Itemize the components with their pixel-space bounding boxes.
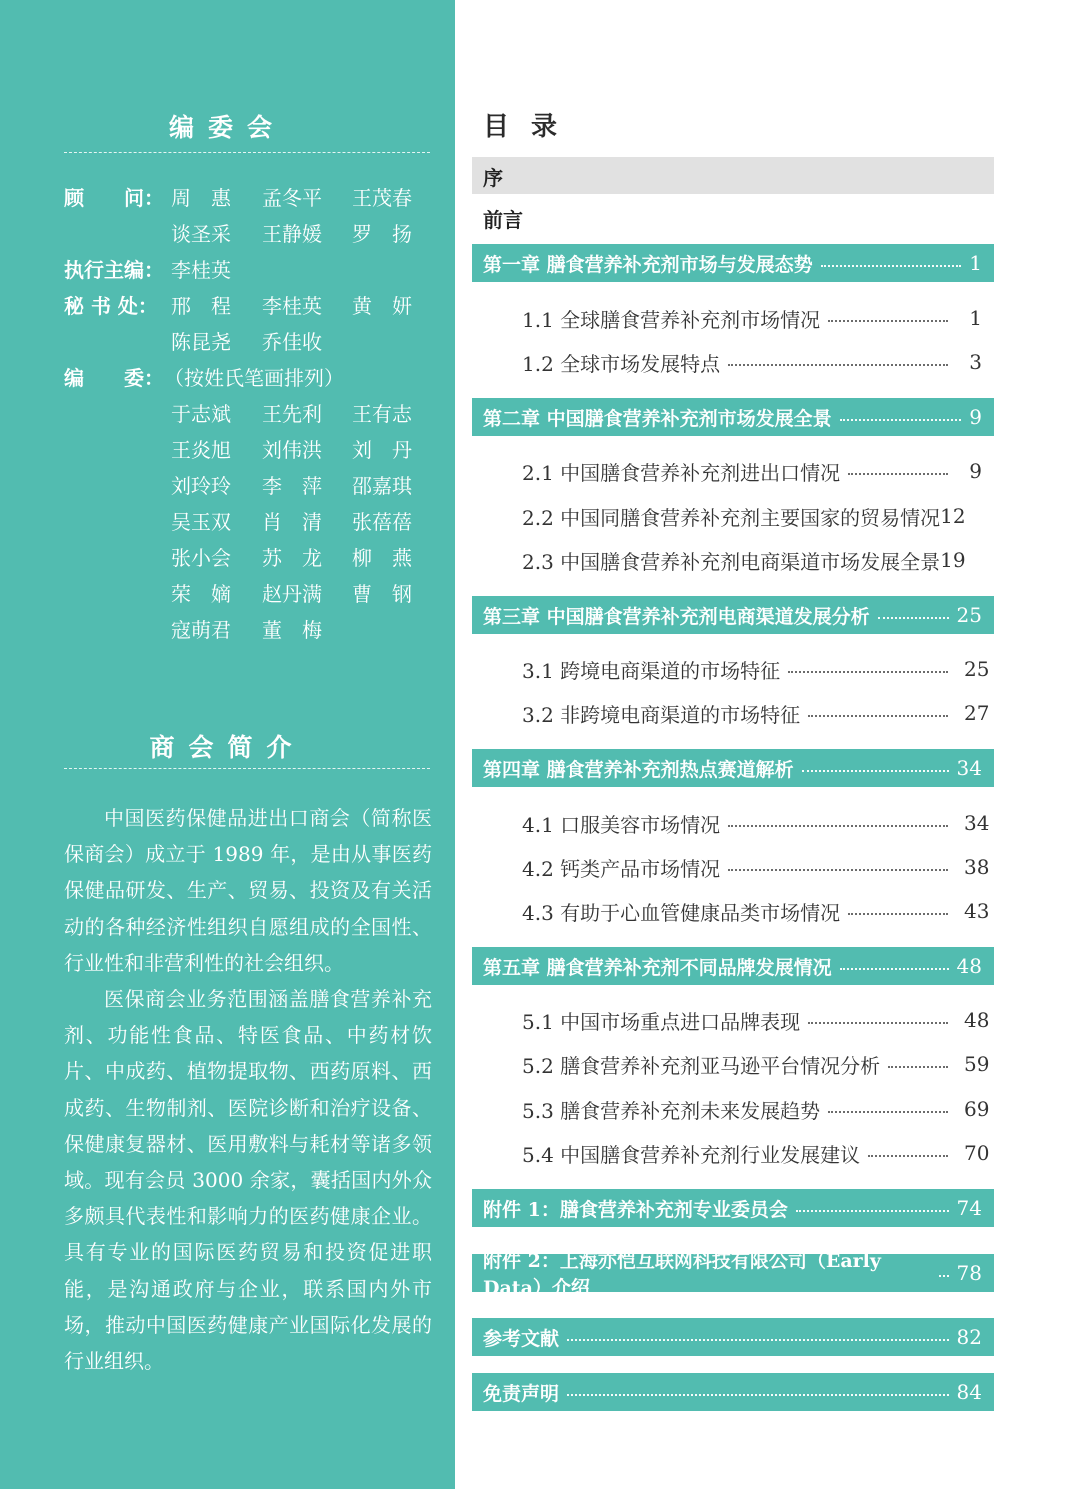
section-label: 4.3 有助于心血管健康品类市场情况 [522,900,841,925]
leader-dots [888,1066,948,1068]
leader-dots [868,1155,948,1157]
leader-dots [728,869,948,871]
section-label: 2.2 中国同膳食营养补充剂主要国家的贸易情况 [522,505,941,530]
leader-dots [808,715,948,717]
leader-dots [939,1275,949,1277]
chapter-page: 9 [969,405,982,429]
chapter-page: 25 [956,603,982,627]
section-label: 5.1 中国市场重点进口品牌表现 [522,1009,801,1034]
leader-dots [848,913,948,915]
section-page: 1 [969,306,982,330]
toc-section-4-1[interactable] [522,807,990,839]
member-name: 肖 清 [262,510,322,534]
advisor-name: 谈圣采 [171,222,231,246]
leader-dots [567,1339,949,1341]
member-name: 吴玉双 [171,510,231,534]
toc-section-5-4[interactable] [522,1137,990,1169]
advisor-name: 周 惠 [171,186,231,210]
secretariat-name: 李桂英 [262,294,322,318]
chapter-page: 82 [956,1325,982,1349]
leader-dots [788,671,948,673]
chapter-page: 78 [956,1261,982,1285]
member-name: 张小会 [171,546,231,570]
intro-paragraph: 医保商会业务范围涵盖膳食营养补充剂、功能性食品、特医食品、中药材饮片、中成药、植物提取物、西药原料、西成药、生物制剂、医院诊断和治疗设备、保健康复器材、医用敷料与耗材等诸多领域。现有会员 3000 余家，囊括国内外众多颇具代表性和影响力的医药健康企业。具有专业的国际医药贸易和投资促进职能，是沟通政府与企业，联系国内外市场，推动中国医药健康产业国际化发展的行业组织。 [64,987,432,1374]
member-name: 寇萌君 [171,618,231,642]
toc-chapter-3[interactable] [472,596,994,634]
member-name: 荣 嫡 [171,582,231,606]
toc-section-2-2[interactable] [522,500,982,532]
section-label: 4.1 口服美容市场情况 [522,812,721,837]
member-name: 刘 丹 [352,438,412,462]
member-name: 曹 钢 [352,582,412,606]
toc-chapter-2[interactable] [472,398,994,436]
secretariat-name: 乔佳收 [262,330,322,354]
exec-editor-label: 执行主编： [64,258,164,282]
leader-dots [808,1022,948,1024]
secretariat-name: 邢 程 [171,294,231,318]
toc-section-4-3[interactable] [522,895,990,927]
leader-dots [840,419,962,421]
chapter-label: 第四章 膳食营养补充剂热点赛道解析 [483,758,794,781]
members-note: （按姓氏笔画排列） [164,366,344,390]
section-page: 27 [964,701,990,725]
chapter-page: 74 [956,1196,982,1220]
toc-chapter-1[interactable] [472,244,994,282]
section-label: 1.1 全球膳食营养补充剂市场情况 [522,307,821,332]
secretariat-name: 陈昆尧 [171,330,231,354]
toc-disclaimer[interactable] [472,1373,994,1411]
toc-section-2-1[interactable] [522,455,982,487]
member-name: 刘玲玲 [171,474,231,498]
intro-paragraph: 中国医药保健品进出口商会（简称医保商会）成立于 1989 年，是由从事医药保健品研发、生产、贸易、投资及有关活动的各种经济性组织自愿组成的全国性、行业性和非营利性的社会组织。 [64,806,432,975]
member-name: 刘伟洪 [262,438,322,462]
chapter-label: 参考文献 [483,1327,560,1350]
leader-dots [728,364,948,366]
leader-dots [828,320,948,322]
section-label: 5.4 中国膳食营养补充剂行业发展建议 [522,1142,861,1167]
toc-chapter-4[interactable] [472,749,994,787]
leader-dots [840,968,949,970]
section-page: 48 [964,1008,990,1032]
members-label: 编 委： [64,366,164,390]
chapter-label: 第一章 膳食营养补充剂市场与发展态势 [483,253,813,276]
toc-references[interactable] [472,1318,994,1356]
leader-dots [828,1111,948,1113]
section-label: 4.2 钙类产品市场情况 [522,856,721,881]
chapter-label: 第二章 中国膳食营养补充剂市场发展全景 [483,407,832,430]
toc-section-1-2[interactable] [522,346,982,378]
leader-dots [728,825,948,827]
toc-preface[interactable]: 序 [483,166,503,190]
section-label: 3.1 跨境电商渠道的市场特征 [522,658,781,683]
section-page: 19 [940,548,966,572]
advisor-name: 孟冬平 [262,186,322,210]
section-page: 43 [964,899,990,923]
exec-editor-name: 李桂英 [171,258,231,282]
toc-section-4-2[interactable] [522,851,990,883]
left-panel [0,0,455,1489]
toc-title: 目录 [483,112,580,142]
leader-dots [796,1210,949,1212]
secretariat-name: 黄 妍 [352,294,412,318]
member-name: 李 萍 [262,474,322,498]
leader-dots [878,617,949,619]
member-name: 董 梅 [262,618,322,642]
secretariat-label: 秘 书 处： [64,294,158,318]
toc-chapter-5[interactable] [472,947,994,985]
member-name: 张蓓蓓 [352,510,412,534]
section-page: 59 [964,1052,990,1076]
section-page: 34 [964,811,990,835]
section-label: 2.1 中国膳食营养补充剂进出口情况 [522,460,841,485]
member-name: 邵嘉琪 [352,474,412,498]
chapter-label: 第三章 中国膳食营养补充剂电商渠道发展分析 [483,605,870,628]
toc-foreword[interactable]: 前言 [483,208,523,232]
section-page: 3 [969,350,982,374]
toc-section-3-1[interactable] [522,653,990,685]
chapter-page: 34 [956,756,982,780]
section-label: 5.2 膳食营养补充剂亚马逊平台情况分析 [522,1053,881,1078]
member-name: 王有志 [352,402,412,426]
editorial-board-title: 编委会 [168,113,286,142]
section-page: 25 [964,657,990,681]
toc-preface-bar[interactable] [472,157,994,194]
toc-section-5-3[interactable] [522,1093,990,1125]
chapter-page: 1 [969,251,982,275]
advisors-label: 顾 问： [64,186,164,210]
toc-section-5-2[interactable] [522,1048,990,1080]
leader-dots [848,473,948,475]
chapter-page: 48 [956,954,982,978]
chapter-label: 免责声明 [483,1382,560,1405]
section-label: 1.2 全球市场发展特点 [522,351,721,376]
chamber-intro-text [64,800,432,1379]
divider [64,152,430,153]
section-label: 5.3 膳食营养补充剂未来发展趋势 [522,1098,821,1123]
toc-section-5-1[interactable] [522,1004,990,1036]
section-page: 38 [964,855,990,879]
advisor-name: 王茂春 [352,186,412,210]
member-name: 王炎旭 [171,438,231,462]
member-name: 于志斌 [171,402,231,426]
divider [64,768,430,769]
section-label: 2.3 中国膳食营养补充剂电商渠道市场发展全景 [522,549,941,574]
member-name: 赵丹满 [262,582,322,606]
leader-dots [821,265,962,267]
toc-appendix-2[interactable] [472,1250,994,1299]
member-name: 柳 燕 [352,546,412,570]
toc-section-1-1[interactable] [522,302,982,334]
chapter-label: 第五章 膳食营养补充剂不同品牌发展情况 [483,956,832,979]
section-page: 69 [964,1097,990,1121]
section-page: 9 [969,459,982,483]
chapter-label: 附件 2：上海亦恺互联网科技有限公司（Early Data）介绍 [483,1250,881,1299]
member-name: 王先利 [262,402,322,426]
toc-section-3-2[interactable] [522,697,990,729]
leader-dots [802,770,949,772]
leader-dots [567,1394,949,1396]
toc-appendix-1[interactable] [472,1189,994,1227]
chapter-page: 84 [956,1380,982,1404]
member-name: 苏 龙 [262,546,322,570]
section-page: 70 [964,1141,990,1165]
section-label: 3.2 非跨境电商渠道的市场特征 [522,702,801,727]
advisor-name: 王静媛 [262,222,322,246]
chamber-intro-title: 商会简介 [149,733,306,762]
section-page: 12 [940,504,966,528]
toc-section-2-3[interactable] [522,544,982,576]
advisor-name: 罗 扬 [352,222,412,246]
chapter-label: 附件 1：膳食营养补充剂专业委员会 [483,1198,788,1221]
